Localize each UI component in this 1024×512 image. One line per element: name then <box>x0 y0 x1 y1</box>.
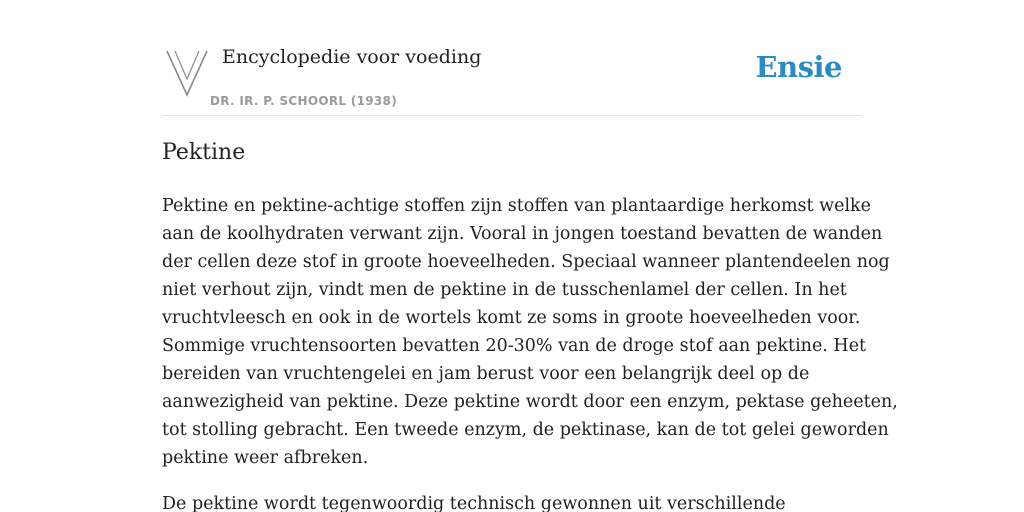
book-title[interactable]: Encyclopedie voor voeding <box>222 46 482 68</box>
text-line: niet verhout zijn, vindt men de pektine in de tusschenlamel der cellen. In het <box>162 280 847 300</box>
paragraph-1 <box>162 192 898 472</box>
v-logo-icon[interactable] <box>166 49 208 97</box>
brand-link[interactable]: Ensie <box>755 50 842 84</box>
book-author: DR. IR. P. SCHOORL (1938) <box>210 94 397 108</box>
content-container <box>162 0 898 512</box>
text-line: tot stolling gebracht. Een tweede enzym, de pektinase, kan de tot gelei geworden <box>162 420 889 440</box>
text-line: aanwezigheid van pektine. Deze pektine wordt door een enzym, pektase geheeten, <box>162 392 898 412</box>
header <box>162 0 862 116</box>
text-line: aan de koolhydraten verwant zijn. Vooral in jongen toestand bevatten de wanden <box>162 224 883 244</box>
text-line: Sommige vruchtensoorten bevatten 20-30% van de droge stof aan pektine. Het <box>162 336 867 356</box>
text-line: pektine weer afbreken. <box>162 448 369 468</box>
entry-body <box>162 192 898 512</box>
text-line: De pektine wordt tegenwoordig technisch gewonnen uit verschillende <box>162 494 786 512</box>
entry-title: Pektine <box>162 140 246 165</box>
text-line: bereiden van vruchtengelei en jam berust voor een belangrijk deel op de <box>162 364 810 384</box>
text-line: Pektine en pektine-achtige stoffen zijn stoffen van plantaardige herkomst welke <box>162 196 872 216</box>
text-line: vruchtvleesch en ook in de wortels komt ze soms in groote hoeveelheden voor. <box>162 308 861 328</box>
text-line: der cellen deze stof in groote hoeveelheden. Speciaal wanneer plantendeelen nog <box>162 252 890 272</box>
paragraph-2 <box>162 490 862 512</box>
